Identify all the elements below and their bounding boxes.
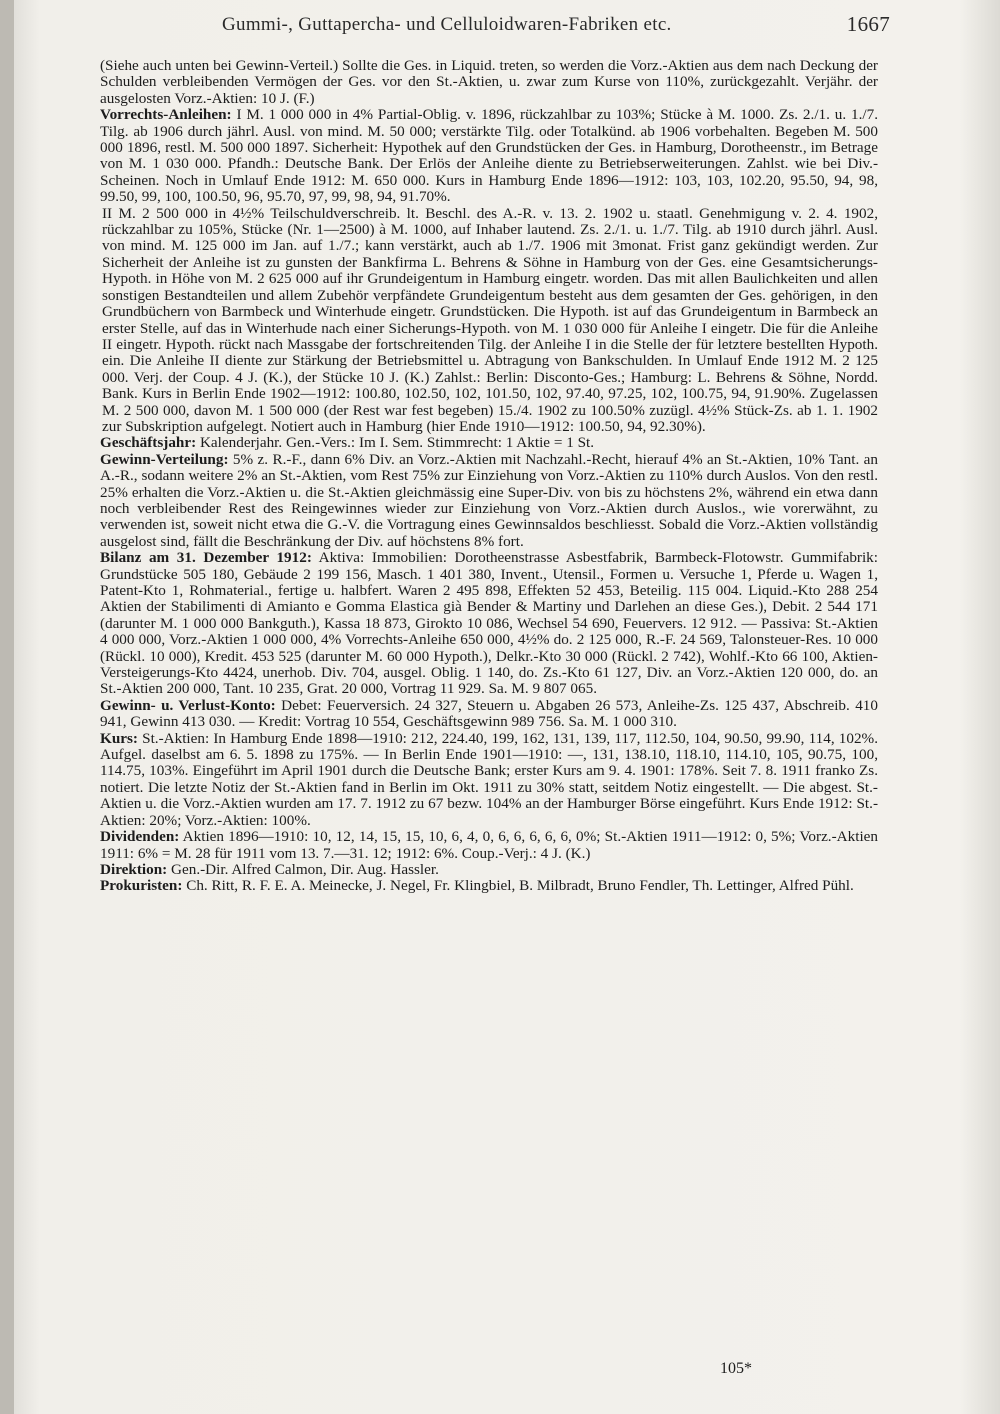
section-label: Bilanz am 31. Dezember 1912:	[100, 549, 312, 567]
paragraph-text: Aktien 1896—1910: 10, 12, 14, 15, 15, 10, 6, 4, 0, 6, 6, 6, 6, 6, 0%; St.-Aktien 1911—1912: 0, 5%; Vorz.-Aktien 1911: 6% = M. 28 für 1911 vom 13. 7.—31. 12; 1912: 6%. Coup.-Verj.: 4 J. (K.)	[100, 828, 878, 862]
section-label: Vorrechts-Anleihen:	[100, 106, 232, 124]
paragraph-prokuristen	[100, 878, 878, 894]
paragraph-vorrechts-anleihen	[100, 107, 878, 205]
paragraph-direktion	[100, 862, 878, 878]
section-label: Geschäftsjahr:	[100, 434, 197, 452]
page-spine-shadow	[0, 0, 14, 1414]
paragraph-dividenden	[100, 829, 878, 862]
header-title: Gummi-, Guttapercha- und Celluloidwaren-Fabriken etc.	[222, 14, 672, 35]
signature-mark: 105*	[720, 1360, 752, 1377]
section-label: Prokuristen:	[100, 877, 183, 895]
page-number: 1667	[846, 12, 890, 36]
paragraph-text: Debet: Feuerversich. 24 327, Steuern u. Abgaben 26 573, Anleihe-Zs. 125 437, Abschreib. 410 941, Gewinn 413 030. — Kredit: Vortrag 10 554, Geschäftsgewinn 989 756. Sa. M. 1 000 310.	[100, 696, 878, 731]
paragraph-text: Gen.-Dir. Alfred Calmon, Dir. Aug. Hassler.	[171, 860, 439, 878]
paragraph-text: (Siehe auch unten bei Gewinn-Verteil.) Sollte die Ges. in Liquid. treten, so werden die Vorz.-Aktien aus dem nach Deckung der Schulden verbleibenden Vermögen der Ges. vor den St.-Aktien, u. zwar zum Kurse von 110%, zurückgezahlt. Verjähr. der ausgelosten Vorz.-Aktien: 10 J. (F.)	[100, 57, 878, 107]
paragraph-bilanz	[100, 550, 878, 698]
paragraph-text: I M. 1 000 000 in 4% Partial-Oblig. v. 1896, rückzahlbar zu 103%; Stücke à M. 1000. Zs. 2./1. u. 1./7. Tilg. ab 1906 durch jährl. Ausl. von mind. M. 50 000; verstärkte Tilg. oder Totalkünd. ab 1906 vorbehalten. Begeben M. 500 000 1896, restl. M. 500 000 1897. Sicherheit: Hypothek auf den Grundstücken der Ges. in Hamburg, Dorotheenstr., im Betrage von M. 1 030 000. Pfandh.: Deutsche Bank. Der Erlös der Anleihe diente zu Betriebserweiterungen. Zahlst. wie bei Div.-Scheinen. Noch in Umlauf Ende 1912: M. 650 000. Kurs in Hamburg Ende 1896—1912: 103, 103, 102.20, 95.50, 94, 98, 99.50, 99, 100, 100.50, 96, 95.70, 97, 99, 98, 94, 91.70%.	[100, 106, 878, 206]
paragraph-gewinn-verlust	[100, 698, 878, 731]
section-label: Kurs:	[100, 729, 138, 747]
paragraph-text: Aktiva: Immobilien: Dorotheenstrasse Asbestfabrik, Barmbeck-Flotowstr. Gummifabrik: Grundstücke 505 180, Gebäude 2 199 156, Masch. 1 401 380, Invent., Utensil., Formen u. Versuche 1, Pferde u. Wagen 1, Patent-Kto 1, Rohmaterial., fertige u. halbfert. Waren 2 495 898, Effekten 52 453, Beteilig. 115 004. Liquid.-Kto 288 254 Aktien der Stabilimenti di Amianto e Gomma Elastica già Bender & Martiny und Darlehen an diese Ges.), Debit. 2 544 171 (darunter M. 1 000 000 Bankguth.), Kassa 18 873, Girokto 10 086, Wechsel 54 690, Feuervers. 12 912. — Passiva: St.-Aktien 4 000 000, Vorz.-Aktien 1 000 000, 4% Vorrechts-Anleihe 650 000, 4½% do. 2 125 000, R.-F. 24 569, Talonsteuer-Res. 10 000 (Rückl. 10 000), Kredit. 453 525 (darunter M. 60 000 Hypoth.), Delkr.-Kto 30 000 (Rückl. 2 742), Wohlf.-Kto 66 100, Aktien-Versteigerungs-Kto 4424, unerhob. Div. 704, ausgel. Oblig. 1 140, do. Zs.-Kto 61 127, Div. an Vorz.-Aktien 120 000, do. an St.-Aktien 200 000, Tant. 10 235, Grat. 20 000, Vortrag 11 929. Sa. M. 9 807 065.	[100, 549, 878, 698]
running-header	[200, 10, 890, 40]
section-label: Direktion:	[100, 860, 168, 878]
paragraph-text: St.-Aktien: In Hamburg Ende 1898—1910: 212, 224.40, 199, 162, 131, 139, 117, 112.50, 104, 90.50, 99.90, 114, 102%. Aufgel. daselbst am 6. 5. 1898 zu 175%. — In Berlin Ende 1901—1910: —, 131, 138.10, 118.10, 114.10, 105, 90.75, 100, 114.75, 103%. Eingeführt im April 1901 durch die Deutsche Bank; erster Kurs am 9. 4. 1901: 178%. Seit 7. 8. 1911 franko Zs. notiert. Die letzte Notiz der St.-Aktien fand in Berlin im Okt. 1911 zu 30% statt, seitdem Notiz eingestellt. — Die abgest. St.-Aktien u. die Vorz.-Aktien wurden am 17. 7. 1912 zu 67 bezw. 104% an der Hamburger Börse eingeführt. Kurs Ende 1912: St.-Aktien: 20%; Vorz.-Aktien: 100%.	[100, 729, 879, 829]
paragraph-liquidation	[100, 58, 878, 107]
paragraph-anleihe-ii	[100, 206, 878, 436]
paragraph-text: II M. 2 500 000 in 4½% Teilschuldverschreib. lt. Beschl. des A.-R. v. 13. 2. 1902 u. staatl. Genehmigung v. 2. 4. 1902, rückzahlbar zu 105%, Stücke (Nr. 1—2500) à M. 1000, auf Inhaber lautend. Zs. 2./1. u. 1./7. Tilg. ab 1910 durch jährl. Ausl. von mind. M. 125 000 im Jan. auf 1./7.; kann verstärkt, auch ab 1./7. 1906 mit 3monat. Frist ganz gekündigt werden. Zur Sicherheit der Anleihe ist zu gunsten der Bankfirma L. Behrens & Söhne in Hamburg von der Ges. eine Gesamtsicherungs-Hypoth. in Höhe von M. 2 625 000 auf ihr Grundeigentum in Hamburg eingetr. worden. Das mit allen Baulichkeiten und allen sonstigen Bestandteilen und allem Zubehör verpfändete Grundeigentum besteht aus dem gesamten der Ges. gehörigen, in den Grundbüchern von Barmbeck und Winterhude eingetr. Grundstücken. Die Hypoth. ist auf das Grundeigentum in Barmbeck an erster Stelle, auf das in Winterhude nach einer Sicherungs-Hypoth. von M. 1 030 000 für Anleihe I eingetr. Die für die Anleihe II eingetr. Hypoth. rückt nach Massgabe der fortschreitenden Tilg. der Anleihe I in die Stelle der für letztere bestellten Hypoth. ein. Die Anleihe II diente zur Stärkung der Betriebsmittel u. Abtragung von Bankschulden. In Umlauf Ende 1912 M. 2 125 000. Verj. der Coup. 4 J. (K.), der Stücke 10 J. (K.) Zahlst.: Berlin: Disconto-Ges.; Hamburg: L. Behrens & Söhne, Nordd. Bank. Kurs in Berlin Ende 1902—1912: 100.80, 102.50, 102, 101.50, 102, 97.40, 97.25, 102, 100.75, 94, 91.90%. Zugelassen M. 2 500 000, davon M. 1 500 000 (der Rest war fest begeben) 15./4. 1902 zu 100.50% zuzügl. 4½% Stück-Zs. ab 1. 1. 1902 zur Subskription aufgelegt. Notiert auch in Hamburg (hier Ende 1910—1912: 100.50, 94, 92.30%).	[102, 204, 878, 435]
paragraph-gewinn-verteilung	[100, 452, 878, 550]
section-label: Gewinn- u. Verlust-Konto:	[100, 696, 276, 714]
section-label: Dividenden:	[100, 828, 180, 846]
section-label: Gewinn-Verteilung:	[100, 450, 229, 468]
paragraph-geschaeftsjahr	[100, 435, 878, 451]
paragraph-text: Ch. Ritt, R. F. E. A. Meinecke, J. Negel, Fr. Klingbiel, B. Milbradt, Bruno Fendler, Th. Lettinger, Alfred Pühl.	[186, 877, 854, 895]
paragraph-kurs	[100, 731, 878, 829]
paragraph-text: Kalenderjahr. Gen.-Vers.: Im I. Sem. Stimmrecht: 1 Aktie = 1 St.	[199, 434, 595, 452]
document-body	[100, 58, 878, 895]
paragraph-text: 5% z. R.-F., dann 6% Div. an Vorz.-Aktien mit Nachzahl.-Recht, hierauf 4% an St.-Aktien, 10% Tant. an A.-R., sodann weitere 2% an St.-Aktien, vom Rest 75% zur Einziehung von Vorz.-Aktien zu 110% durch Auslos. Von den restl. 25% erhalten die Vorz.-Aktien u. die St.-Aktien gleichmässig eine Super-Div. von bis zu höchstens 2%, während ein etwa dann noch verbleibender Rest des Reingewinnes wieder zur Einziehung von Vorz.-Aktien durch Auslos., wie vorerwähnt, zu verwenden ist, soweit nicht etwa die G.-V. die Vortragung eines Gewinnsaldos beschliesst. Sobald die Vorz.-Aktien vollständig ausgelost sind, fällt die Beschränkung der Div. auf höchstens 8% fort.	[100, 450, 878, 550]
